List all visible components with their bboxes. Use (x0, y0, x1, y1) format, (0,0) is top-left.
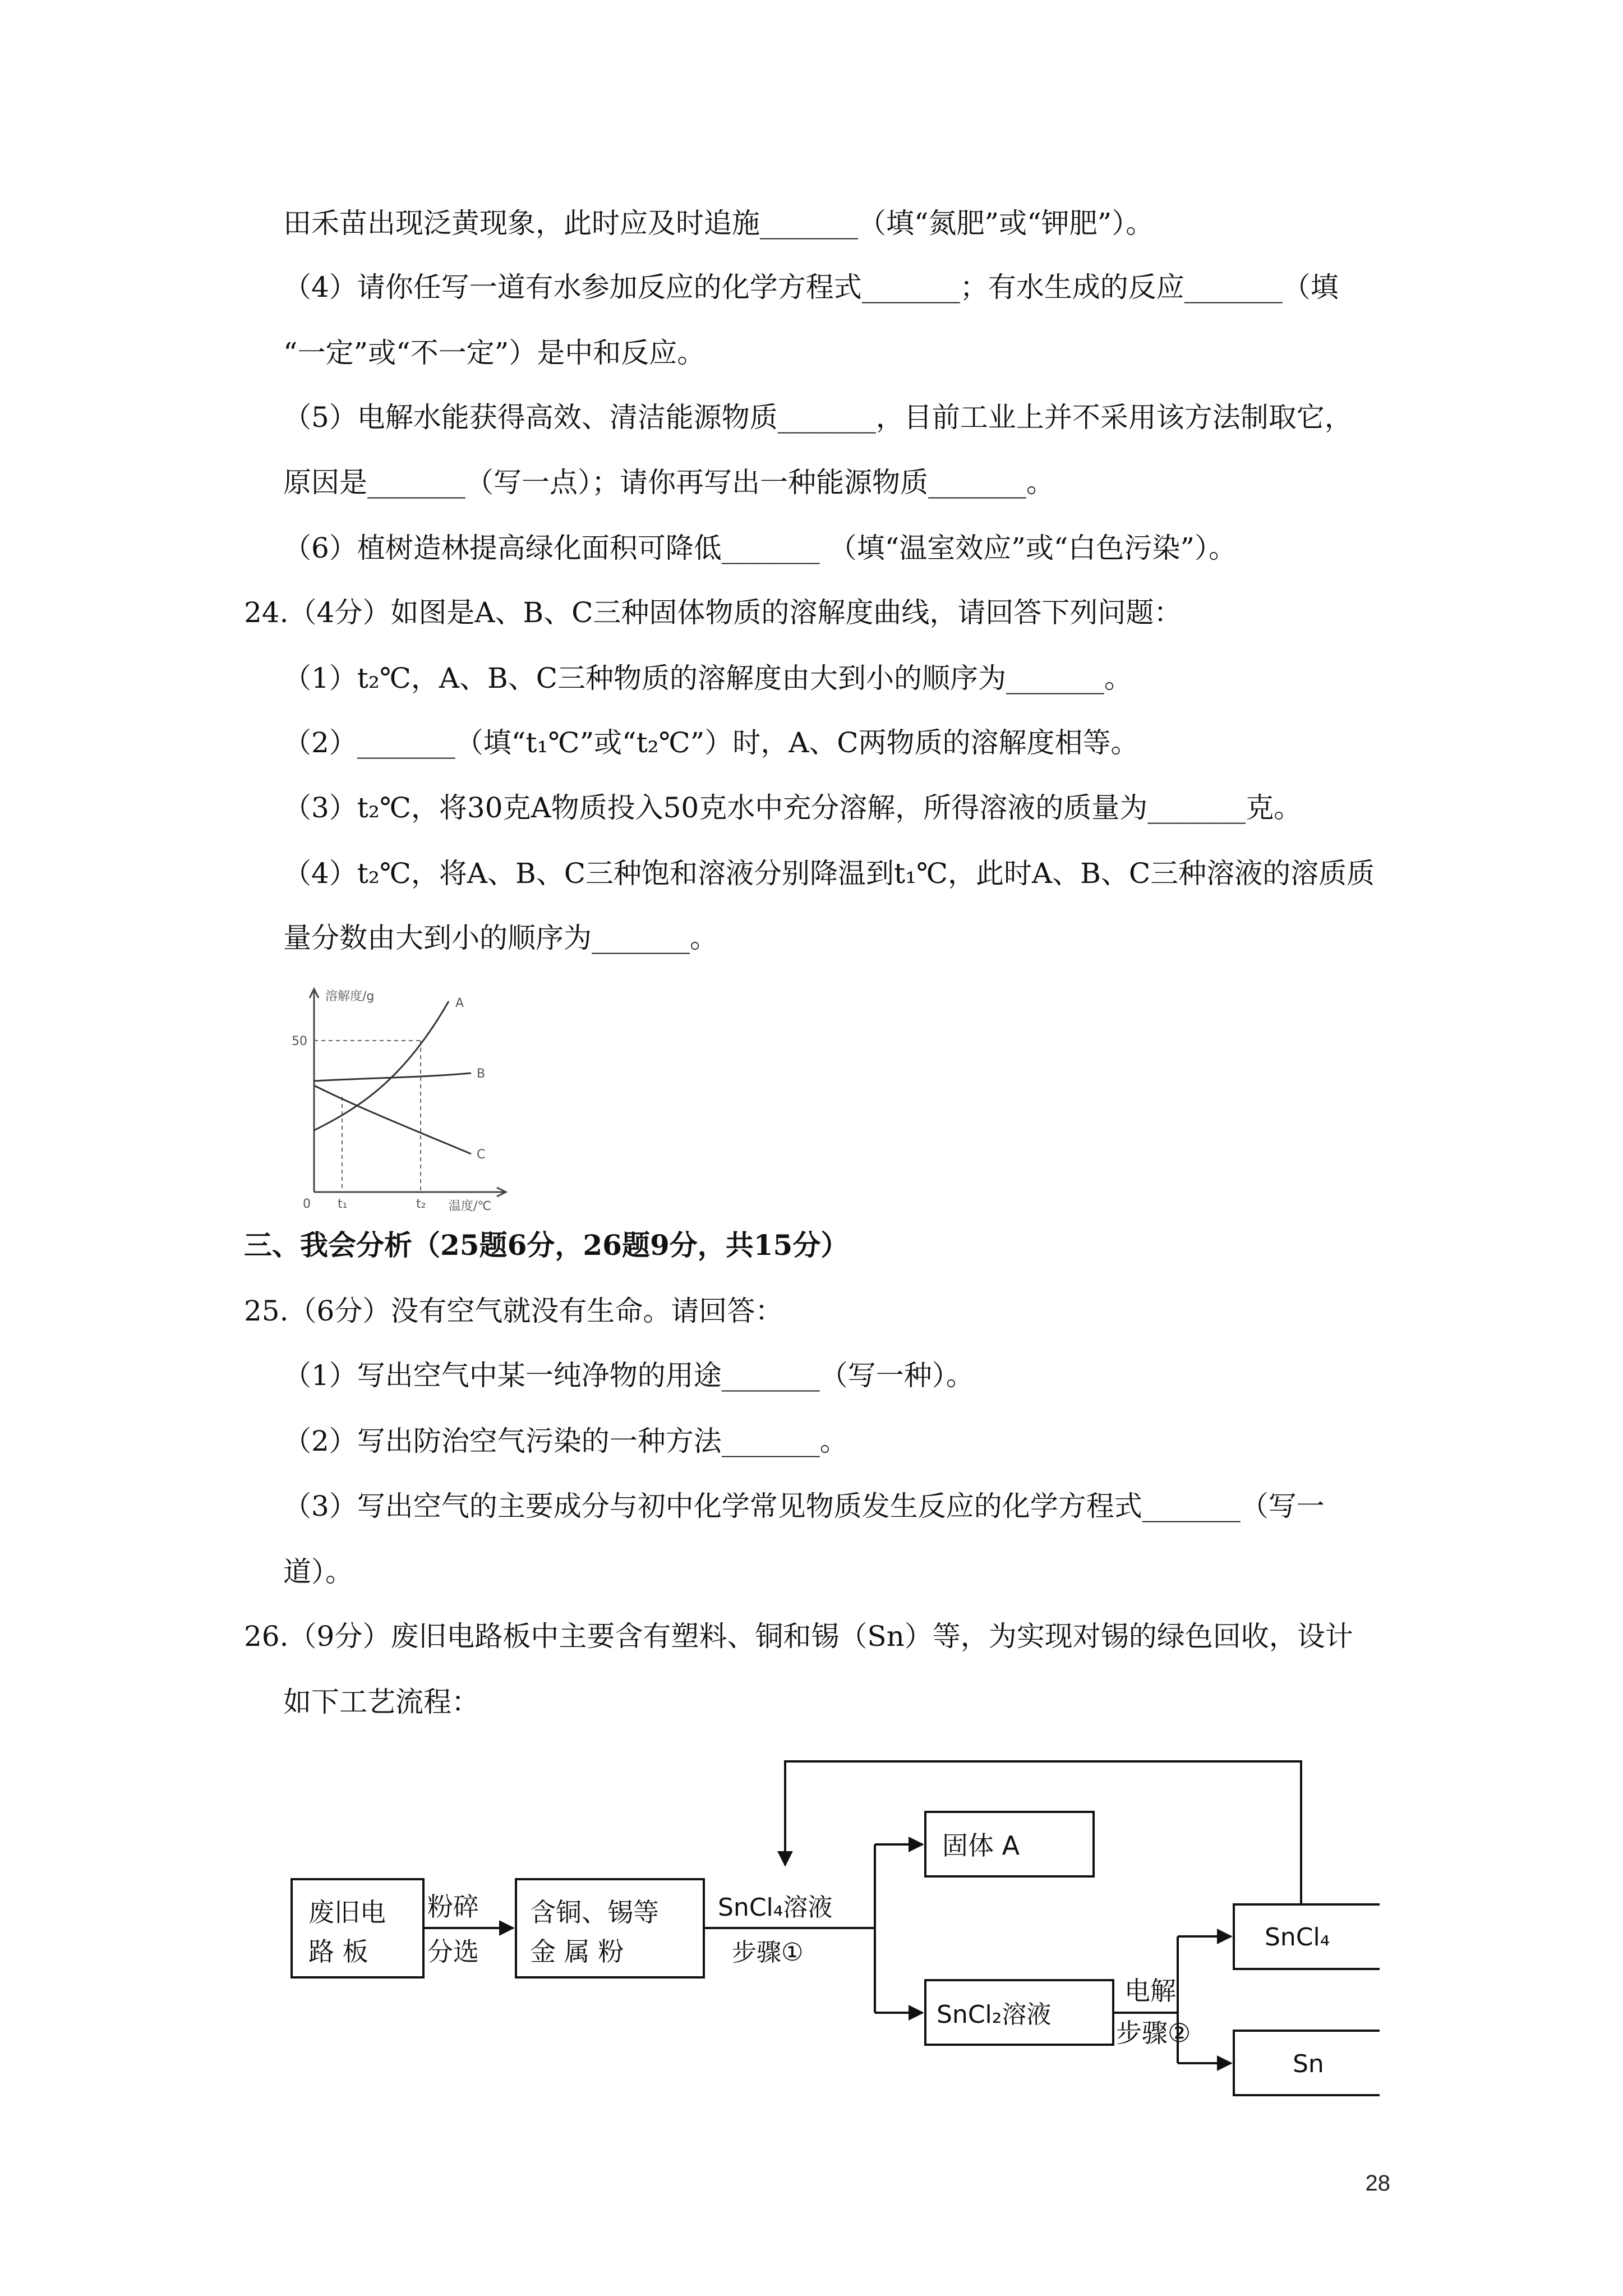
graph-x-tick-t1: t₁ (338, 1197, 348, 1211)
text-line-q26-stem-cont: 如下工艺流程： (283, 1686, 479, 1718)
curve-b-label: B (477, 1067, 486, 1081)
text-line-q23-6: （6）植树造林提高绿化面积可降低_______ （填“温室效应”或“白色污染”）。 (283, 532, 1237, 564)
graph-x-label: 温度/℃ (449, 1199, 492, 1213)
graph-y-label: 溶解度/g (325, 990, 375, 1004)
text-line-q25-stem: 25.（6分）没有空气就没有生命。请回答： (244, 1295, 783, 1327)
text-line-q24-4-cont: 量分数由大到小的顺序为_______。 (283, 922, 718, 954)
arrow-step1-label-bottom: 步骤① (732, 1938, 804, 1967)
text-line-q23-4-cont: “一定”或“不一定”）是中和反应。 (283, 337, 706, 369)
curve-a-label: A (455, 996, 464, 1010)
box-solid-a-label: 固体 A (942, 1830, 1020, 1861)
text-line-q23-5: （5）电解水能获得高效、清洁能源物质_______，目前工业上并不采用该方法制取它， (283, 401, 1353, 434)
arrow-crush-label-bottom: 分选 (427, 1936, 479, 1967)
text-line-q24-2: （2）_______（填“t₁℃”或“t₂℃”）时，A、C两物质的溶解度相等。 (283, 726, 1139, 759)
graph-x-tick-t2: t₂ (416, 1197, 426, 1211)
text-line-q24-3: （3）t₂℃，将30克A物质投入50克水中充分溶解，所得溶液的质量为_______克。 (283, 792, 1302, 824)
text-line-q26-stem: 26.（9分）废旧电路板中主要含有塑料、铜和锡（Sn）等，为实现对锡的绿色回收，设计 (244, 1620, 1353, 1653)
section-heading-3: 三、我会分析（25题6分，26题9分，共15分） (244, 1228, 849, 1262)
curve-a (314, 1001, 449, 1130)
box-waste-board-line2: 路 板 (308, 1936, 368, 1967)
arrow-step1-label-top: SnCl₄溶液 (718, 1893, 833, 1922)
text-line-q23-3-cont: 田禾苗出现泛黄现象，此时应及时追施_______（填“氮肥”或“钾肥”）。 (283, 207, 1154, 240)
curve-b (314, 1073, 471, 1081)
arrow-electrolysis-label-top: 电解 (1124, 1976, 1176, 2006)
text-line-q24-stem: 24.（4分）如图是A、B、C三种固体物质的溶解度曲线，请回答下列问题： (244, 596, 1182, 629)
arrow-recycle-sncl4 (785, 1761, 1301, 1904)
box-sn-label: Sn (1293, 2050, 1324, 2078)
text-line-q24-4: （4）t₂℃，将A、B、C三种饱和溶液分别降温到t₁℃，此时A、B、C三种溶液的溶质质 (283, 857, 1375, 890)
graph-origin: 0 (303, 1197, 311, 1211)
solubility-curve-graph (292, 979, 527, 1214)
box-metal-powder-line2: 金 属 粉 (530, 1936, 624, 1967)
text-line-q23-4: （4）请你任写一道有水参加反应的化学方程式_______；有水生成的反应_______（填 (283, 271, 1339, 303)
graph-y-tick-50: 50 (292, 1034, 307, 1048)
text-line-q24-1: （1）t₂℃，A、B、C三种物质的溶解度由大到小的顺序为_______。 (283, 662, 1132, 694)
arrow-crush-label-top: 粉碎 (427, 1892, 479, 1922)
curve-c-label: C (477, 1148, 486, 1162)
box-waste-board-line1: 废旧电 (308, 1897, 386, 1927)
text-line-q25-3-cont: 道）。 (283, 1556, 353, 1588)
box-sncl2-label: SnCl₂溶液 (937, 2000, 1052, 2029)
page-number: 28 (1365, 2171, 1390, 2196)
text-line-q25-2: （2）写出防治空气污染的一种方法_______。 (283, 1425, 848, 1457)
arrow-electrolysis-label-bottom: 步骤② (1116, 2018, 1191, 2048)
text-line-q23-5-cont: 原因是_______（写一点）；请你再写出一种能源物质_______。 (283, 466, 1054, 499)
box-sncl4-label: SnCl₄ (1265, 1923, 1330, 1952)
curve-c (314, 1085, 471, 1154)
tin-recycling-flowchart (280, 1745, 1380, 2126)
text-line-q25-1: （1）写出空气中某一纯净物的用途_______（写一种）。 (283, 1359, 974, 1392)
box-metal-powder-line1: 含铜、锡等 (530, 1897, 659, 1927)
text-line-q25-3: （3）写出空气的主要成分与初中化学常见物质发生反应的化学方程式_______（写一 (283, 1490, 1325, 1522)
